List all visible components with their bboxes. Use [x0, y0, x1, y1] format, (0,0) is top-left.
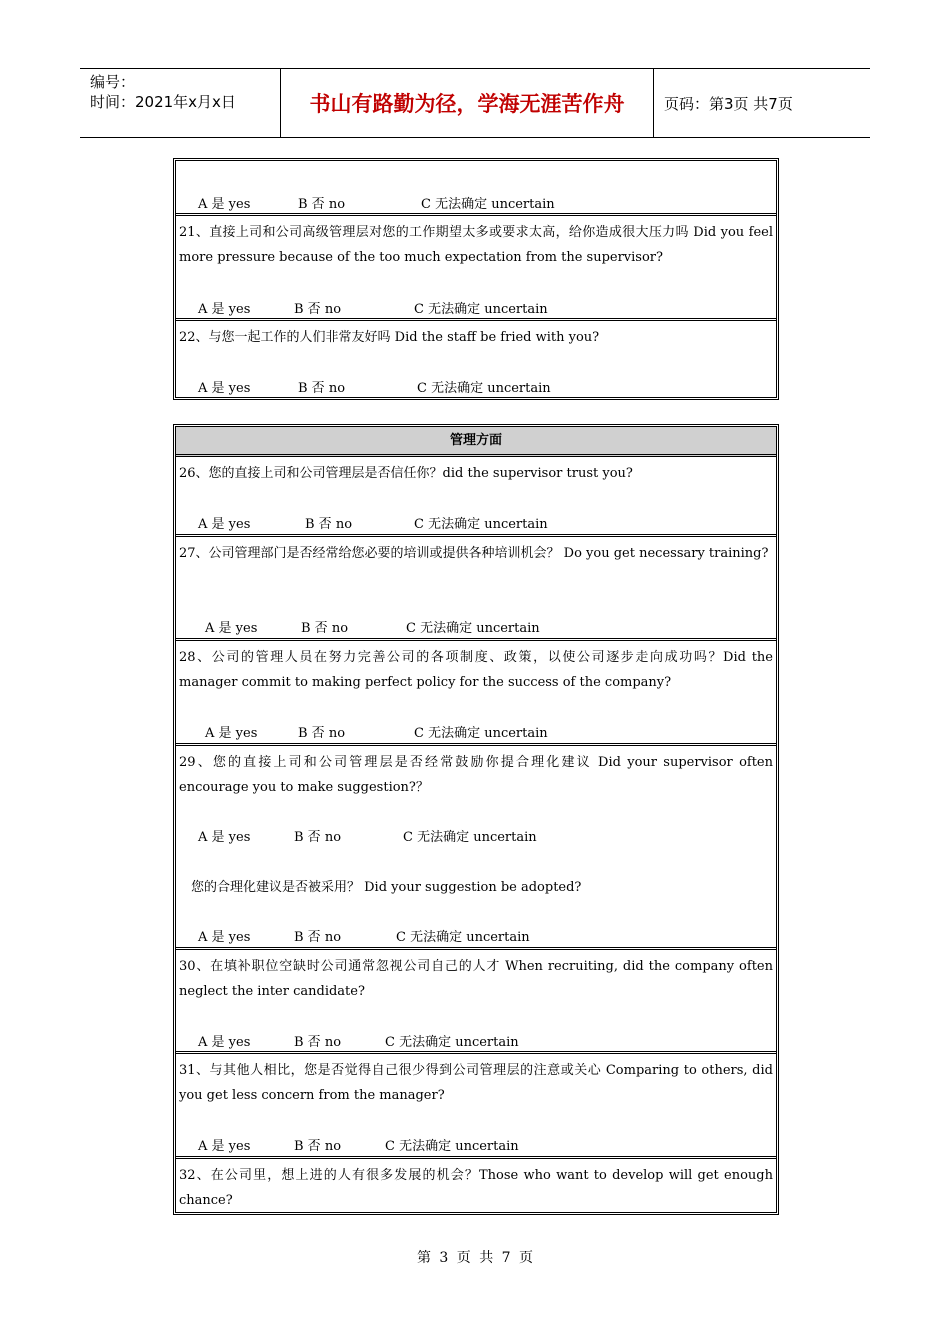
option-c: C 无法确定 uncertain — [403, 830, 537, 845]
question-text: 27、公司管理部门是否经常给您必要的培训或提供各种培训机会？ Do you get necessary training? — [179, 546, 769, 561]
sub-option-c: C 无法确定 uncertain — [396, 930, 530, 945]
option-c: C 无法确定 uncertain — [385, 1035, 519, 1050]
question-text: 26、您的直接上司和公司管理层是否信任你？did the supervisor trust you? — [179, 466, 633, 481]
option-a: A 是 yes — [198, 830, 251, 845]
question-row-26 — [176, 457, 776, 537]
option-a: A 是 yes — [205, 621, 258, 636]
date-label: 时间：2021年x月x日 — [90, 93, 236, 111]
question-row-31 — [176, 1054, 776, 1159]
question-row-32 — [176, 1159, 776, 1212]
option-b: B 否 no — [301, 621, 349, 636]
question-row-22 — [176, 321, 776, 397]
question-row-continued — [176, 161, 776, 216]
question-row-27 — [176, 537, 776, 641]
option-a: A 是 yes — [198, 1139, 251, 1154]
question-text: 28、公司的管理人员在努力完善公司的各项制度、政策，以使公司逐步走向成功吗？Did the manager commit to making perfect policy for the success of the company? — [179, 650, 773, 690]
option-c: C 无法确定 uncertain — [406, 621, 540, 636]
option-c: C 无法确定 uncertain — [385, 1139, 519, 1154]
sub-option-a: A 是 yes — [198, 930, 251, 945]
header-motto: 书山有路勤为径，学海无涯苦作舟 — [281, 69, 654, 137]
questionnaire-table-1 — [173, 158, 779, 400]
question-row-21 — [176, 216, 776, 321]
question-text: 31、与其他人相比，您是否觉得自己很少得到公司管理层的注意或关心 Comparing to others, did you get less concern from the manager? — [179, 1063, 773, 1103]
question-text: 29、您的直接上司和公司管理层是否经常鼓励你提合理化建议 Did your supervisor often encourage you to make suggestion?？ — [179, 755, 773, 795]
sub-option-b: B 否 no — [294, 930, 342, 945]
question-row-30 — [176, 950, 776, 1054]
option-b: B 否 no — [294, 1139, 342, 1154]
option-c: C 无法确定 uncertain — [414, 302, 548, 317]
option-c: C 无法确定 uncertain — [414, 726, 548, 741]
page-label: 页码：第3页 共7页 — [664, 94, 793, 113]
option-a: A 是 yes — [198, 517, 251, 532]
question-row-28 — [176, 641, 776, 746]
question-row-29 — [176, 746, 776, 950]
option-c: C 无法确定 uncertain — [417, 381, 551, 396]
option-b: B 否 no — [298, 726, 346, 741]
header-meta — [80, 69, 281, 137]
option-b: B 否 no — [294, 1035, 342, 1050]
sub-question-text: 您的合理化建议是否被采用？ Did your suggestion be adopted? — [191, 880, 582, 895]
question-text: 30、在填补职位空缺时公司通常忽视公司自己的人才 When recruiting, did the company often neglect the inter candidate? — [179, 959, 773, 999]
section-title: 管理方面 — [176, 427, 776, 457]
option-a: A 是 yes — [198, 302, 251, 317]
number-label: 编号： — [90, 73, 136, 91]
option-b: B 否 no — [294, 830, 342, 845]
option-a: A 是 yes — [198, 1035, 251, 1050]
option-b: B 否 no — [305, 517, 353, 532]
questionnaire-table-2 — [173, 424, 779, 1215]
option-b: B 否 no — [294, 302, 342, 317]
option-b: B 否 no — [298, 381, 346, 396]
question-text: 22、与您一起工作的人们非常友好吗 Did the staff be fried with you? — [179, 330, 600, 345]
option-a: A 是 yes — [205, 726, 258, 741]
option-c: C 无法确定 uncertain — [414, 517, 548, 532]
option-a: A 是 yes — [198, 197, 251, 212]
question-text: 21、直接上司和公司高级管理层对您的工作期望太多或要求太高，给你造成很大压力吗 Did you feel more pressure because of the too much expectation from the supervisor? — [179, 225, 773, 265]
option-b: B 否 no — [298, 197, 346, 212]
option-c: C 无法确定 uncertain — [421, 197, 555, 212]
option-a: A 是 yes — [198, 381, 251, 396]
document-header — [80, 68, 870, 138]
question-text: 32、在公司里，想上进的人有很多发展的机会？Those who want to develop will get enough chance? — [179, 1168, 773, 1208]
page-footer: 第 3 页 共 7 页 — [416, 1250, 534, 1266]
